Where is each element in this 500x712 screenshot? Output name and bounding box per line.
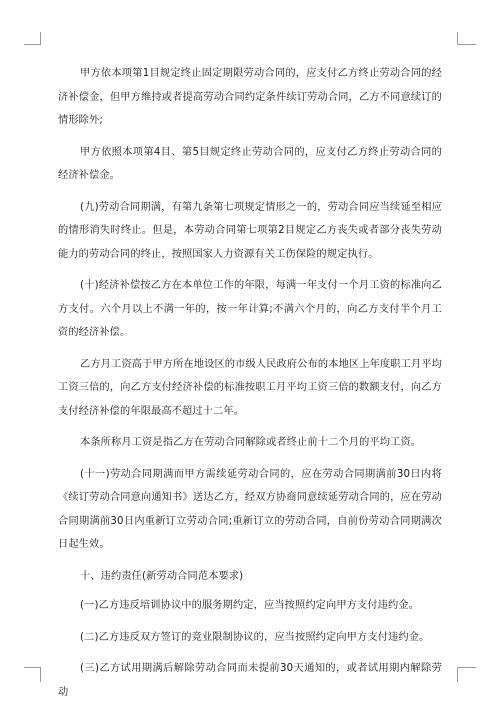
crop-mark-top-right: [457, 32, 476, 45]
paragraph: (九)劳动合同期满，有第九条第七项规定情形之一的，劳动合同应当续延至相应的情形消失时终止。但是，本劳动合同第七项第2目规定乙方丧失或者部分丧失劳动能力的劳动合同的终止，按照国家人力资源有关工伤保险的规定执行。: [58, 201, 442, 260]
paragraph: (十)经济补偿按乙方在本单位工作的年限，每满一年支付一个月工资的标准向乙方支付。六个月以上不满一年的，按一年计算;不满六个月的，向乙方支付半个月工资的经济补偿。: [58, 280, 442, 338]
crop-mark-bottom-left: [24, 667, 41, 682]
paragraph: 乙方月工资高于甲方所在地设区的市级人民政府公布的本地区上年度职工月平均工资三倍的，向乙方支付经济补偿的标准按职工月平均工资三倍的数额支付，向乙方支付经济补偿的年限最高不超过十二年。: [58, 358, 442, 417]
paragraph: (二)乙方违反双方签订的竞业限制协议的，应当按照约定向甲方支付违约金。: [80, 631, 430, 643]
paragraph: 甲方依本项第1目规定终止固定期限劳动合同的，应支付乙方终止劳动合同的经济补偿金，但甲方维持或者提高劳动合同约定条件续订劳动合同，乙方不同意续订的情形除外;: [58, 68, 442, 126]
document-body: [58, 62, 442, 712]
section-heading: 十、违约责任(新劳动合同范本要求): [80, 570, 244, 582]
paragraph: (十一)劳动合同期满而甲方需续延劳动合同的，应在劳动合同期满前30日内将《续订劳动合同意向通知书》送达乙方，经双方协商同意续延劳动合同的，应在劳动合同期满前30日内重新订立劳动合同;重新订立的劳动合同，自前份劳动合同期满次日起生效。: [58, 468, 442, 550]
paragraph: 本条所称月工资是指乙方在劳动合同解除或者终止前十二个月的平均工资。: [80, 437, 422, 448]
crop-mark-top-left: [24, 32, 41, 45]
paragraph: (三)乙方试用期满后解除劳动合同而未提前30天通知的，或者试用期内解除劳动: [58, 663, 442, 698]
paragraph: 甲方依照本项第4目、第5目规定终止劳动合同的，应支付乙方终止劳动合同的经济补偿金。: [58, 146, 442, 181]
crop-mark-bottom-right: [457, 667, 476, 682]
paragraph: (一)乙方违反培训协议中的服务期约定，应当按照约定向甲方支付违约金。: [80, 600, 420, 611]
